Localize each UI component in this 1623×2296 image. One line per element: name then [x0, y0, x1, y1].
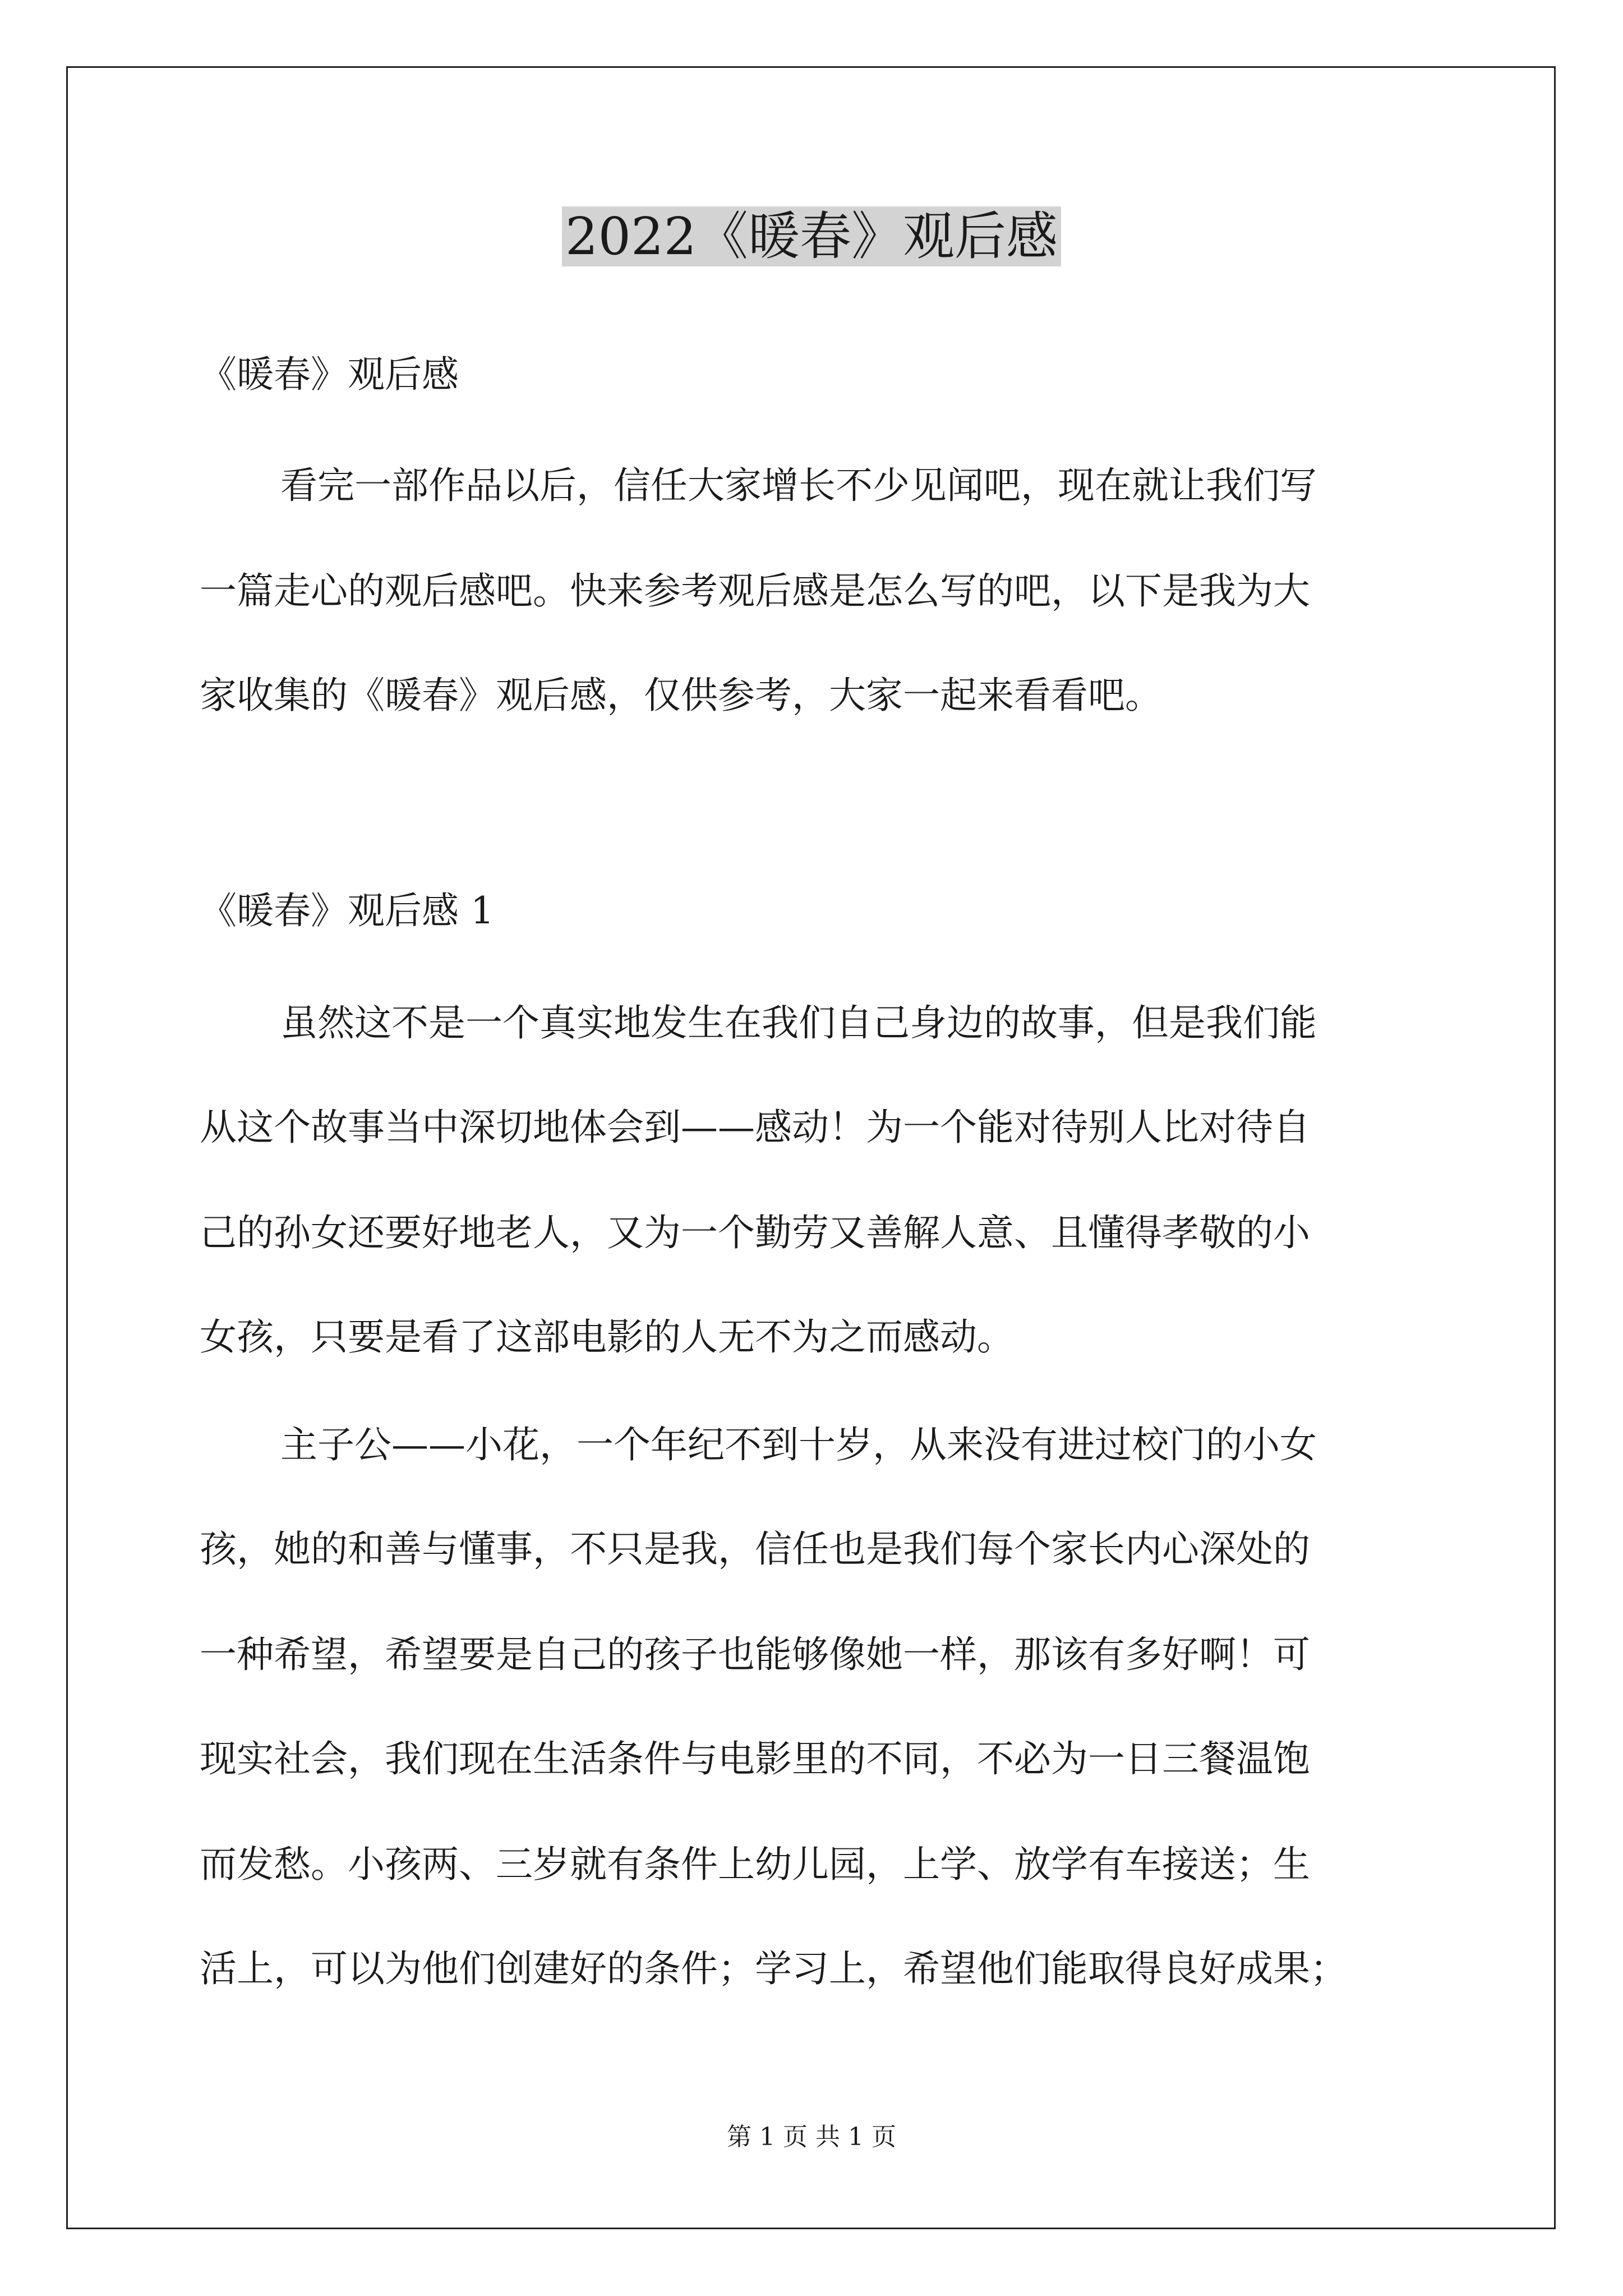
paragraph-line: 女孩，只要是看了这部电影的人无不为之而感动。	[200, 1315, 1014, 1359]
paragraph-line: 孩，她的和善与懂事，不只是我，信任也是我们每个家长内心深处的	[200, 1527, 1310, 1571]
page-number: 第 1 页 共 1 页	[727, 2123, 896, 2151]
intro-heading: 《暖春》观后感	[200, 353, 459, 396]
paragraph-line: 主子公——小花，一个年纪不到十岁，从来没有进过校门的小女	[280, 1423, 1317, 1466]
intro-line: 家收集的《暖春》观后感，仅供参考，大家一起来看看吧。	[200, 674, 1162, 717]
paragraph-line: 一种希望，希望要是自己的孩子也能够像她一样，那该有多好啊！可	[200, 1633, 1310, 1676]
intro-line: 一篇走心的观后感吧。快来参考观后感是怎么写的吧，以下是我为大	[200, 569, 1310, 613]
paragraph-line: 虽然这不是一个真实地发生在我们自己身边的故事，但是我们能	[280, 1001, 1317, 1045]
intro-line: 看完一部作品以后，信任大家增长不少见闻吧，现在就让我们写	[280, 464, 1317, 507]
section-heading: 《暖春》观后感 1	[200, 889, 494, 932]
paragraph-line: 现实社会，我们现在生活条件与电影里的不同，不必为一日三餐温饱	[200, 1737, 1310, 1780]
document-title: 2022《暖春》观后感	[0, 197, 1623, 276]
paragraph-line: 活上，可以为他们创建好的条件；学习上，希望他们能取得良好成果；	[200, 1947, 1347, 1990]
paragraph-line: 而发愁。小孩两、三岁就有条件上幼儿园，上学、放学有车接送；生	[200, 1843, 1310, 1886]
paragraph-line: 从这个故事当中深切地体会到——感动！为一个能对待别人比对待自	[200, 1106, 1310, 1149]
paragraph-line: 己的孙女还要好地老人，又为一个勤劳又善解人意、且懂得孝敬的小	[200, 1211, 1310, 1254]
